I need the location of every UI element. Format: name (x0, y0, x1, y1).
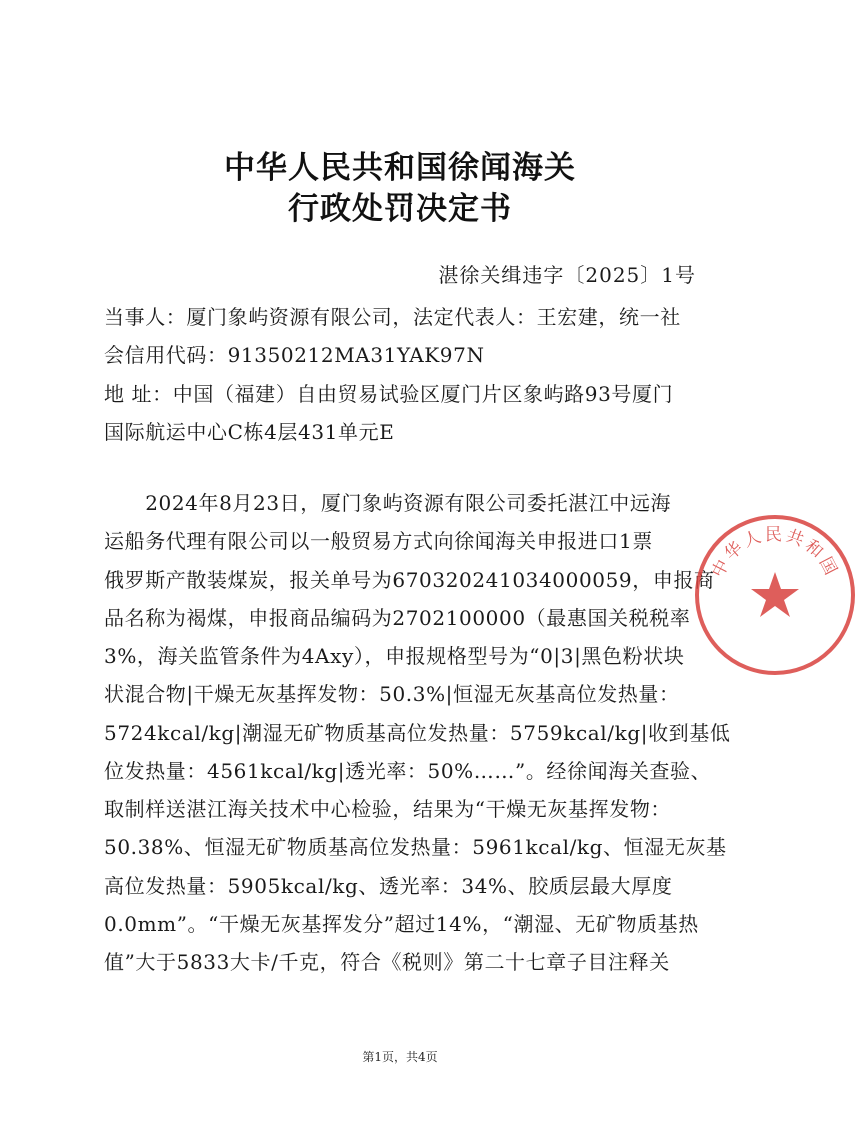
page-footer: 第1页，共4页 (362, 1050, 438, 1064)
body-line: 3%，海关监管条件为4Axy），申报规格型号为“0|3|黑色粉状块 (104, 644, 685, 668)
body-line: 状混合物|干燥无灰基挥发物：50.3%|恒湿无灰基高位发热量： (104, 682, 680, 706)
body-line: 运船务代理有限公司以一般贸易方式向徐闻海关申报进口1票 (104, 529, 653, 553)
document-title-line2: 行政处罚决定书 (288, 191, 512, 227)
address-line: 地 址：中国（福建）自由贸易试验区厦门片区象屿路93号厦门 (104, 382, 674, 406)
body-line: 值”大于5833大卡/千克，符合《税则》第二十七章子目注释关 (104, 950, 670, 974)
body-line: 50.38%、恒湿无矿物质基高位发热量：5961kcal/kg、恒湿无灰基 (104, 835, 727, 859)
official-seal-icon (690, 510, 860, 680)
seal-star-icon (751, 572, 799, 617)
body-line: 俄罗斯产散装煤炭，报关单号为670320241034000059，申报商 (104, 568, 715, 592)
body-line: 高位发热量：5905kcal/kg、透光率：34%、胶质层最大厚度 (104, 874, 673, 898)
party-line: 当事人：厦门象屿资源有限公司，法定代表人：王宏建，统一社 (104, 305, 681, 329)
document-title-line1: 中华人民共和国徐闻海关 (224, 150, 576, 186)
party-line: 会信用代码：91350212MA31YAK97N (104, 343, 485, 367)
seal-text: 中华人民共和国 (708, 525, 842, 581)
body-line: 取制样送湛江海关技术中心检验，结果为“干燥无灰基挥发物： (104, 797, 672, 821)
body-line: 品名称为褐煤，申报商品编码为2702100000（最惠国关税税率 (104, 606, 691, 630)
document-number: 湛徐关缉违字〔2025〕1号 (438, 263, 696, 287)
body-line: 5724kcal/kg|潮湿无矿物质基高位发热量：5759kcal/kg|收到基低 (104, 721, 731, 745)
address-line: 国际航运中心C栋4层431单元E (104, 420, 395, 444)
body-line: 2024年8月23日，厦门象屿资源有限公司委托湛江中远海 (104, 491, 672, 515)
body-line: 0.0mm”。“干燥无灰基挥发分”超过14%，“潮湿、无矿物质基热 (104, 912, 699, 936)
body-line: 位发热量：4561kcal/kg|透光率：50%……”。经徐闻海关查验、 (104, 759, 712, 783)
